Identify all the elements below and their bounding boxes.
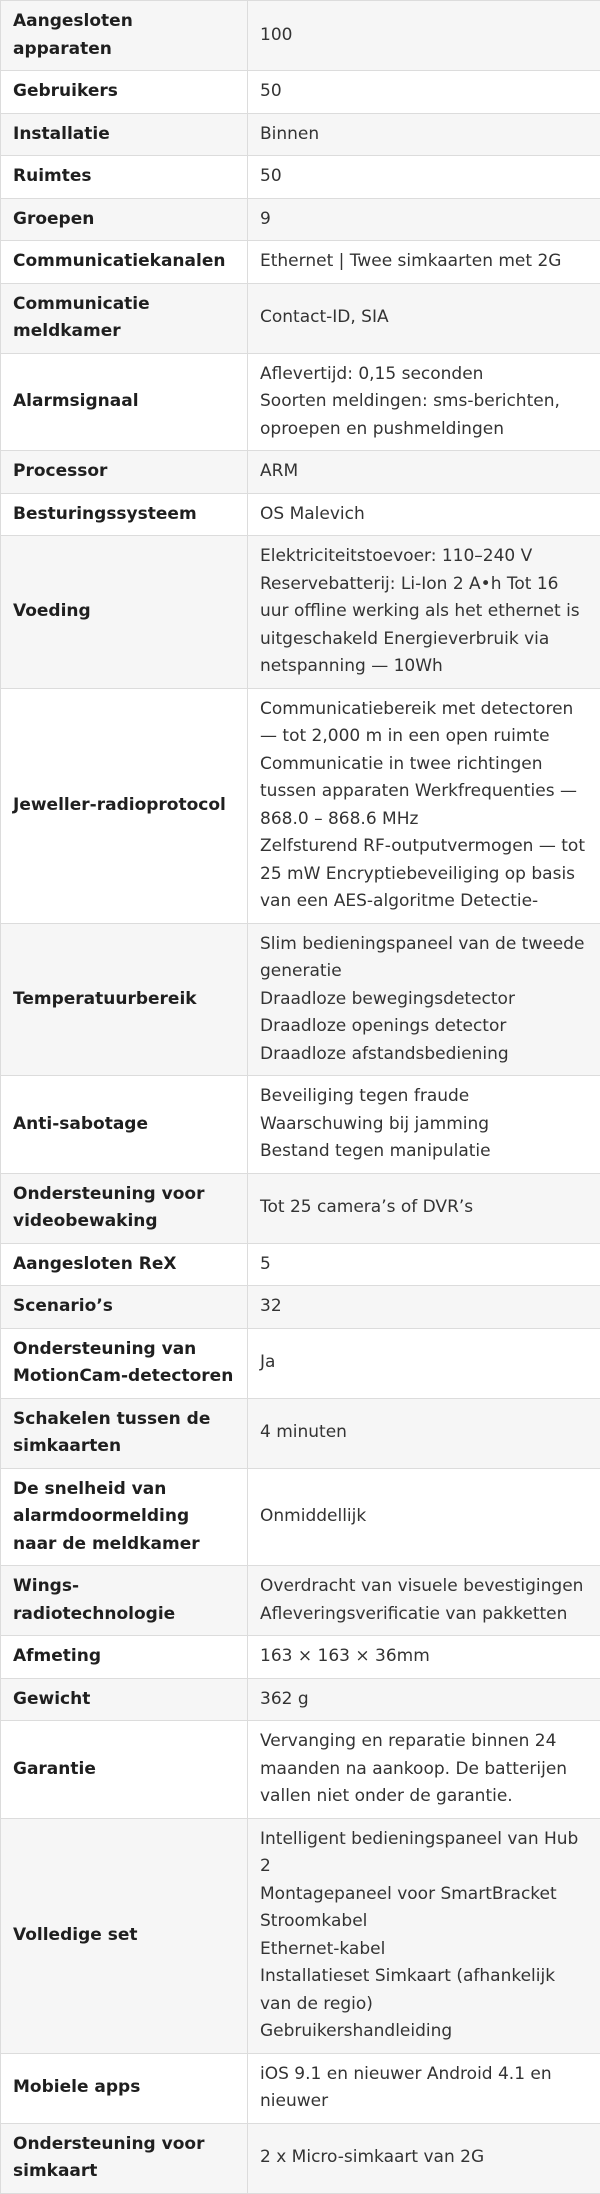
spec-value (248, 923, 600, 1076)
spec-value (248, 198, 600, 241)
spec-row (1, 198, 600, 241)
spec-label: Groepen (1, 198, 248, 241)
spec-label: Anti-sabotage (1, 1076, 248, 1174)
spec-row (1, 688, 600, 923)
spec-value-line: Intelligent bedieningspaneel van Hub 2 (260, 1826, 588, 1881)
spec-value-line: Afleveringsverificatie van pakketten (260, 1601, 588, 1629)
spec-row (1, 536, 600, 689)
spec-label: Schakelen tussen de simkaarten (1, 1398, 248, 1468)
spec-value-line: Gebruikershandleiding (260, 2018, 588, 2046)
spec-value-line: 2 x Micro-simkaart van 2G (260, 2144, 588, 2172)
spec-value-line: 4 minuten (260, 1419, 588, 1447)
spec-label: Wings-radiotechnologie (1, 1566, 248, 1636)
spec-row (1, 1173, 600, 1243)
spec-value-line: 32 (260, 1293, 588, 1321)
spec-value-line: Draadloze afstandsbediening (260, 1041, 588, 1069)
spec-label: Aangesloten ReX (1, 1243, 248, 1286)
spec-value (248, 1468, 600, 1566)
spec-value-line: OS Malevich (260, 501, 588, 529)
spec-value (248, 71, 600, 114)
spec-value-line: Stroomkabel (260, 1908, 588, 1936)
spec-value-line: 163 × 163 × 36mm (260, 1643, 588, 1671)
spec-row (1, 1076, 600, 1174)
spec-value-line: Ethernet-kabel (260, 1936, 588, 1964)
spec-label: Gewicht (1, 1678, 248, 1721)
spec-value-line: ARM (260, 458, 588, 486)
spec-value-line: Waarschuwing bij jamming (260, 1111, 588, 1139)
spec-value-line: Contact-ID, SIA (260, 304, 588, 332)
spec-value-line: Soorten meldingen: sms-berichten, oproepen en pushmeldingen (260, 388, 588, 443)
spec-label: Aangesloten apparaten (1, 1, 248, 71)
spec-value (248, 2053, 600, 2123)
spec-label: Scenario’s (1, 1286, 248, 1329)
spec-label: Volledige set (1, 1818, 248, 2053)
spec-value (248, 1398, 600, 1468)
spec-value-line: iOS 9.1 en nieuwer Android 4.1 en nieuwer (260, 2061, 588, 2116)
spec-row (1, 1243, 600, 1286)
spec-value-line: 362 g (260, 1686, 588, 1714)
spec-row (1, 1398, 600, 1468)
spec-value (248, 451, 600, 494)
spec-label: Gebruikers (1, 71, 248, 114)
spec-label: Mobiele apps (1, 2053, 248, 2123)
spec-row (1, 1468, 600, 1566)
spec-row (1, 283, 600, 353)
spec-value-line: Installatieset Simkaart (afhankelijk van de regio) (260, 1963, 588, 2018)
spec-value-line: Zelfsturend RF-outputvermogen — tot 25 mW Encryptiebeveiliging op basis van een AES-algoritme Detectie- (260, 833, 588, 916)
spec-value-line: Bestand tegen manipulatie (260, 1138, 588, 1166)
spec-value (248, 1076, 600, 1174)
spec-label: Ruimtes (1, 156, 248, 199)
spec-value-line: Binnen (260, 121, 588, 149)
spec-row (1, 1328, 600, 1398)
spec-value-line: Draadloze bewegingsdetector (260, 986, 588, 1014)
spec-label: Ondersteuning voor videobewaking (1, 1173, 248, 1243)
spec-value (248, 1678, 600, 1721)
spec-value-line: 9 (260, 206, 588, 234)
spec-value (248, 113, 600, 156)
spec-row (1, 923, 600, 1076)
spec-row (1, 1818, 600, 2053)
spec-value-line: Slim bedieningspaneel van de tweede generatie (260, 931, 588, 986)
spec-value (248, 1721, 600, 1819)
spec-value-line: Elektriciteitstoevoer: 110–240 V (260, 543, 588, 571)
spec-value-line: Ja (260, 1349, 588, 1377)
spec-label: Voeding (1, 536, 248, 689)
spec-value-line: 50 (260, 78, 588, 106)
spec-label: Garantie (1, 1721, 248, 1819)
spec-value (248, 1636, 600, 1679)
spec-value-line: Vervanging en reparatie binnen 24 maanden na aankoop. De batterijen vallen niet onder de garantie. (260, 1728, 588, 1811)
spec-label: Jeweller-radioprotocol (1, 688, 248, 923)
spec-value (248, 283, 600, 353)
spec-value (248, 2123, 600, 2193)
spec-value-line: 50 (260, 163, 588, 191)
spec-row (1, 156, 600, 199)
spec-row (1, 1721, 600, 1819)
spec-value-line: Onmiddellijk (260, 1503, 588, 1531)
spec-value (248, 1286, 600, 1329)
spec-value-line: Aflevertijd: 0,15 seconden (260, 361, 588, 389)
spec-label: Ondersteuning van MotionCam-detectoren (1, 1328, 248, 1398)
spec-value-line: Reservebatterij: Li-Ion 2 A•h Tot 16 uur offline werking als het ethernet is uitgeschakeld Energieverbruik via netspanning — 10Wh (260, 571, 588, 681)
spec-value (248, 1566, 600, 1636)
spec-value (248, 688, 600, 923)
spec-value (248, 1818, 600, 2053)
spec-label: Communicatiekanalen (1, 241, 248, 284)
spec-label: Alarmsignaal (1, 353, 248, 451)
spec-label: Ondersteuning voor simkaart (1, 2123, 248, 2193)
spec-label: Communicatie meldkamer (1, 283, 248, 353)
spec-row (1, 1636, 600, 1679)
spec-value-line: Draadloze openings detector (260, 1013, 588, 1041)
spec-row (1, 451, 600, 494)
spec-label: Processor (1, 451, 248, 494)
spec-value-line: Tot 25 camera’s of DVR’s (260, 1194, 588, 1222)
spec-row (1, 1678, 600, 1721)
spec-label: Besturingssysteem (1, 493, 248, 536)
spec-label: Afmeting (1, 1636, 248, 1679)
spec-value (248, 156, 600, 199)
spec-row (1, 493, 600, 536)
spec-label: Temperatuurbereik (1, 923, 248, 1076)
spec-value (248, 1, 600, 71)
specifications-body (1, 1, 600, 2194)
spec-value-line: Communicatiebereik met detectoren — tot 2,000 m in een open ruimte (260, 696, 588, 751)
spec-value-line: Overdracht van visuele bevestigingen (260, 1573, 588, 1601)
spec-label: Installatie (1, 113, 248, 156)
spec-value (248, 493, 600, 536)
spec-row (1, 2123, 600, 2193)
spec-value-line: Ethernet | Twee simkaarten met 2G (260, 248, 588, 276)
spec-row (1, 71, 600, 114)
spec-row (1, 353, 600, 451)
spec-value (248, 353, 600, 451)
spec-value (248, 1328, 600, 1398)
spec-value (248, 1243, 600, 1286)
spec-value-line: Montagepaneel voor SmartBracket (260, 1881, 588, 1909)
spec-value-line: Communicatie in twee richtingen tussen apparaten Werkfrequenties — 868.0 – 868.6 MHz (260, 751, 588, 834)
spec-row (1, 1, 600, 71)
spec-value (248, 241, 600, 284)
spec-label: De snelheid van alarmdoormelding naar de meldkamer (1, 1468, 248, 1566)
spec-row (1, 2053, 600, 2123)
spec-row (1, 1566, 600, 1636)
spec-value-line: 5 (260, 1251, 588, 1279)
spec-value-line: Beveiliging tegen fraude (260, 1083, 588, 1111)
spec-value (248, 1173, 600, 1243)
spec-row (1, 113, 600, 156)
spec-row (1, 1286, 600, 1329)
spec-row (1, 241, 600, 284)
spec-value (248, 536, 600, 689)
spec-value-line: 100 (260, 22, 588, 50)
